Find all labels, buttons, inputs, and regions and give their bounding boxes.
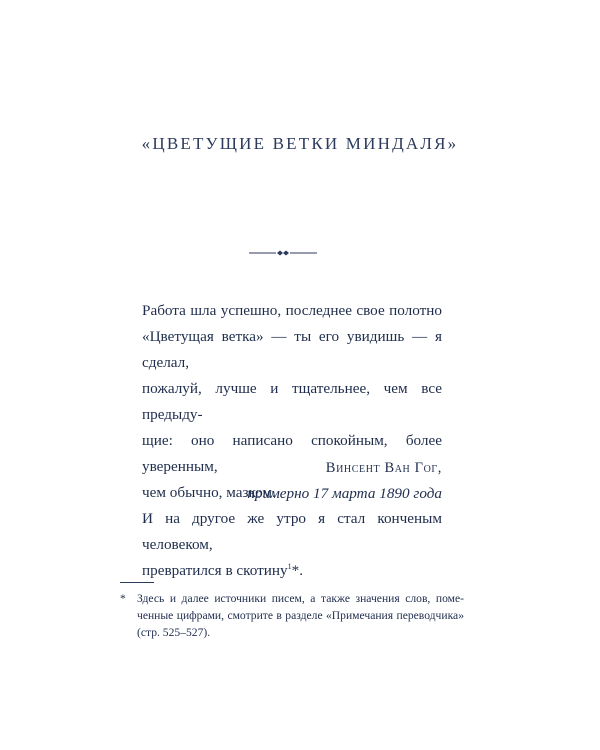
ornament-divider [249,247,317,259]
epigraph-line-end: . [299,562,304,579]
footnote [120,590,464,641]
attribution-date: примерно 17 марта 1890 года [247,485,442,502]
epigraph-last-line [142,558,442,584]
footnote-text: Здесь и далее источники писем, а также значения слов, поме-ченные цифрами, смотрите в разделе «Примечания переводчика» (стр. 525–527). [137,592,464,639]
epigraph-line: И на другое же утро я стал конченым человеком, [142,510,442,553]
epigraph [142,298,442,584]
footnote-reference-mark[interactable]: * [291,562,300,579]
attribution-author: Винсент Ван Гог, [325,460,442,476]
epigraph-line: «Цветущая ветка» — ты его увидишь — я сделал, [142,328,442,371]
epigraph-line: чем обычно, мазком. [142,484,276,501]
epigraph-line-text: превратился в скотину [142,562,288,579]
footnote-reference-number[interactable]: 1 [287,562,292,571]
epigraph-line: щие: оно написано спокойным, более уверенным, [142,432,442,475]
epigraph-line: Работа шла успешно, последнее свое полотно [142,302,442,319]
chapter-title: «ЦВЕТУЩИЕ ВЕТКИ МИНДАЛЯ» [141,134,459,153]
epigraph-line: пожалуй, лучше и тщательнее, чем все предыду- [142,380,442,423]
footnote-marker: * [120,592,126,605]
attribution [142,456,442,506]
footnote-divider [120,582,154,583]
